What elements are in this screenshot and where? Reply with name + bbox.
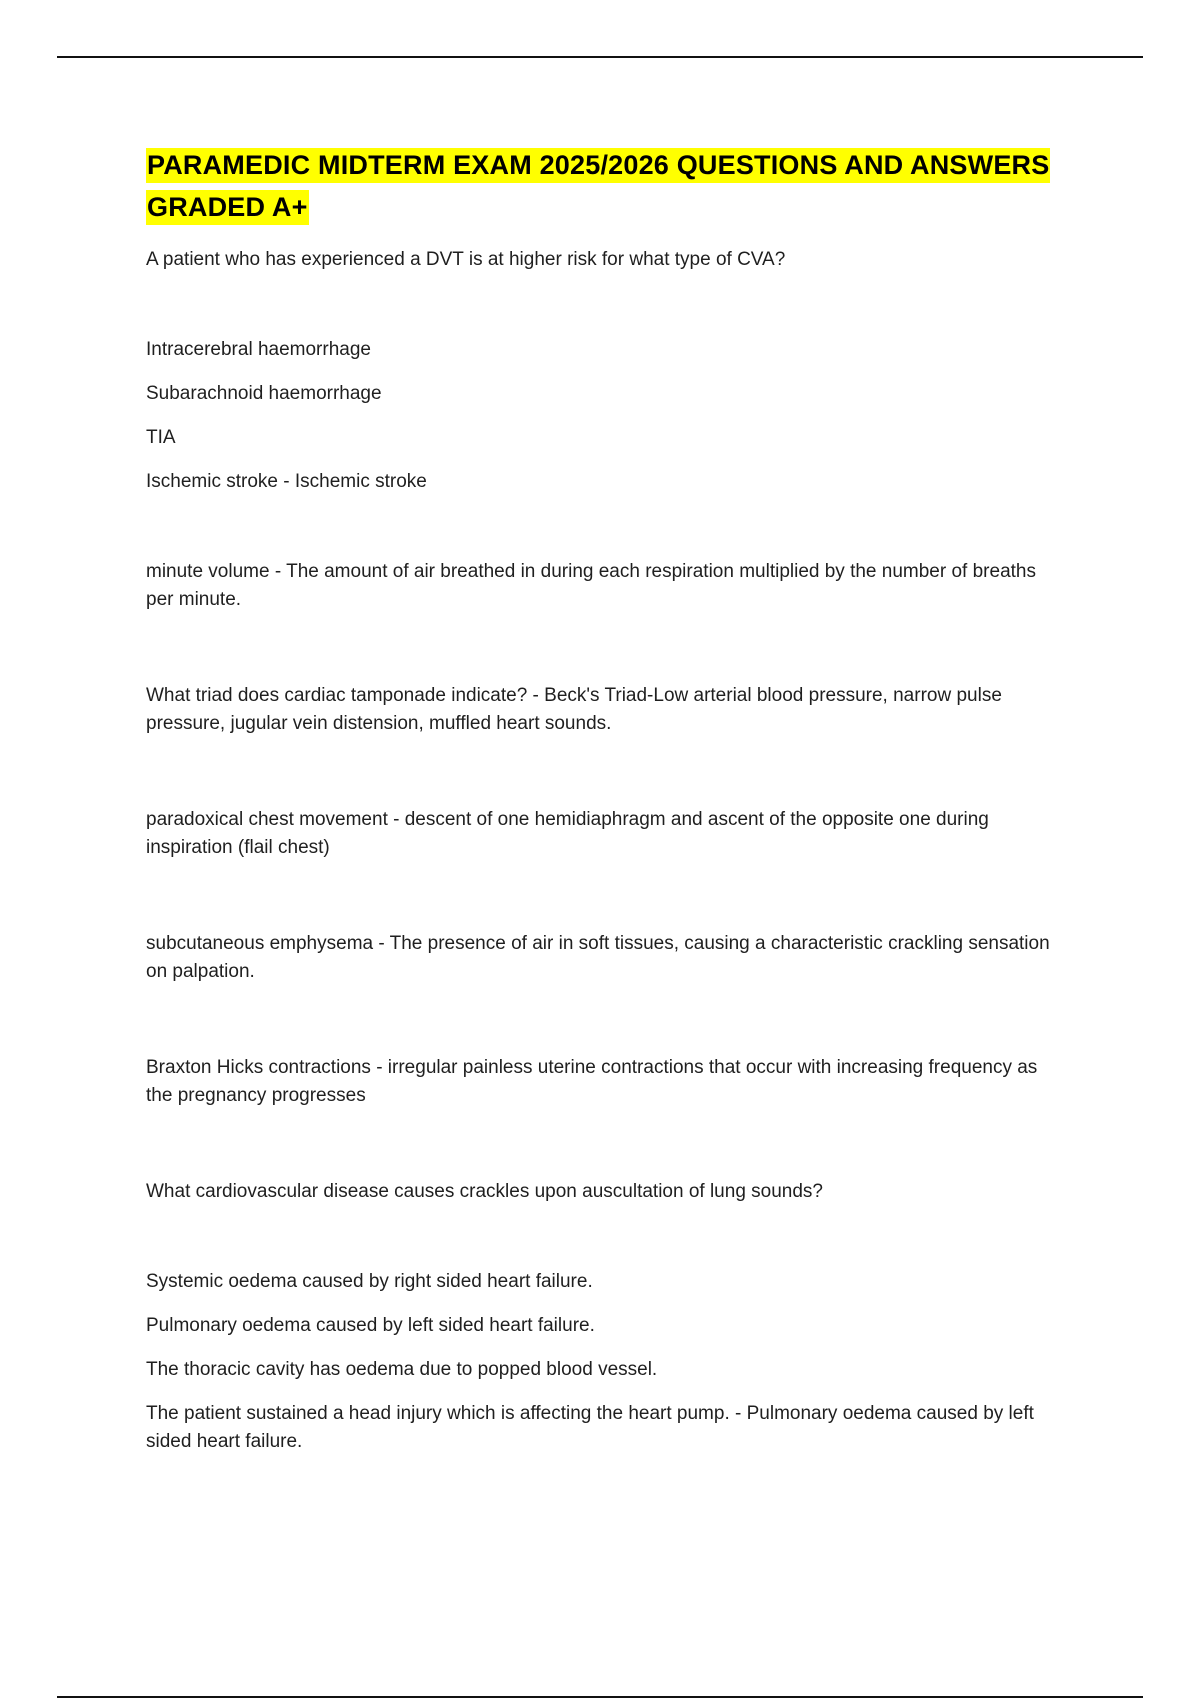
term-braxton-hicks: Braxton Hicks contractions - irregular painless uterine contractions that occur with increasing frequency as the pregnancy progresses [146, 1057, 1038, 1106]
document-body [146, 144, 1066, 1456]
question-2: What cardiovascular disease causes crackles upon auscultation of lung sounds? [146, 1181, 823, 1202]
question-2-option-2: Pulmonary oedema caused by left sided heart failure. [146, 1315, 595, 1336]
question-2-option-1: Systemic oedema caused by right sided heart failure. [146, 1271, 593, 1292]
question-2-option-3: The thoracic cavity has oedema due to popped blood vessel. [146, 1359, 658, 1380]
document-title [146, 144, 1066, 228]
term-minute-volume: minute volume - The amount of air breathed in during each respiration multiplied by the number of breaths per minute. [146, 561, 1036, 610]
bottom-rule [57, 1696, 1143, 1698]
question-2-option-4: The patient sustained a head injury which is affecting the heart pump. - Pulmonary oedema caused by left sided heart failure. [146, 1403, 1034, 1452]
term-cardiac-tamponade: What triad does cardiac tamponade indicate? - Beck's Triad-Low arterial blood pressure, narrow pulse pressure, jugular vein distension, muffled heart sounds. [146, 685, 1002, 734]
question-1-option-3: TIA [146, 427, 176, 448]
question-1-option-1: Intracerebral haemorrhage [146, 339, 371, 360]
title-highlight: PARAMEDIC MIDTERM EXAM 2025/2026 QUESTIONS AND ANSWERS GRADED A+ [146, 148, 1050, 225]
question-1: A patient who has experienced a DVT is at higher risk for what type of CVA? [146, 249, 786, 270]
term-paradoxical-chest-movement: paradoxical chest movement - descent of one hemidiaphragm and ascent of the opposite one during inspiration (flail chest) [146, 809, 989, 858]
top-rule [57, 56, 1143, 58]
term-subcutaneous-emphysema: subcutaneous emphysema - The presence of air in soft tissues, causing a characteristic crackling sensation on palpation. [146, 933, 1050, 982]
question-1-option-2: Subarachnoid haemorrhage [146, 383, 382, 404]
question-1-option-4: Ischemic stroke - Ischemic stroke [146, 471, 427, 492]
